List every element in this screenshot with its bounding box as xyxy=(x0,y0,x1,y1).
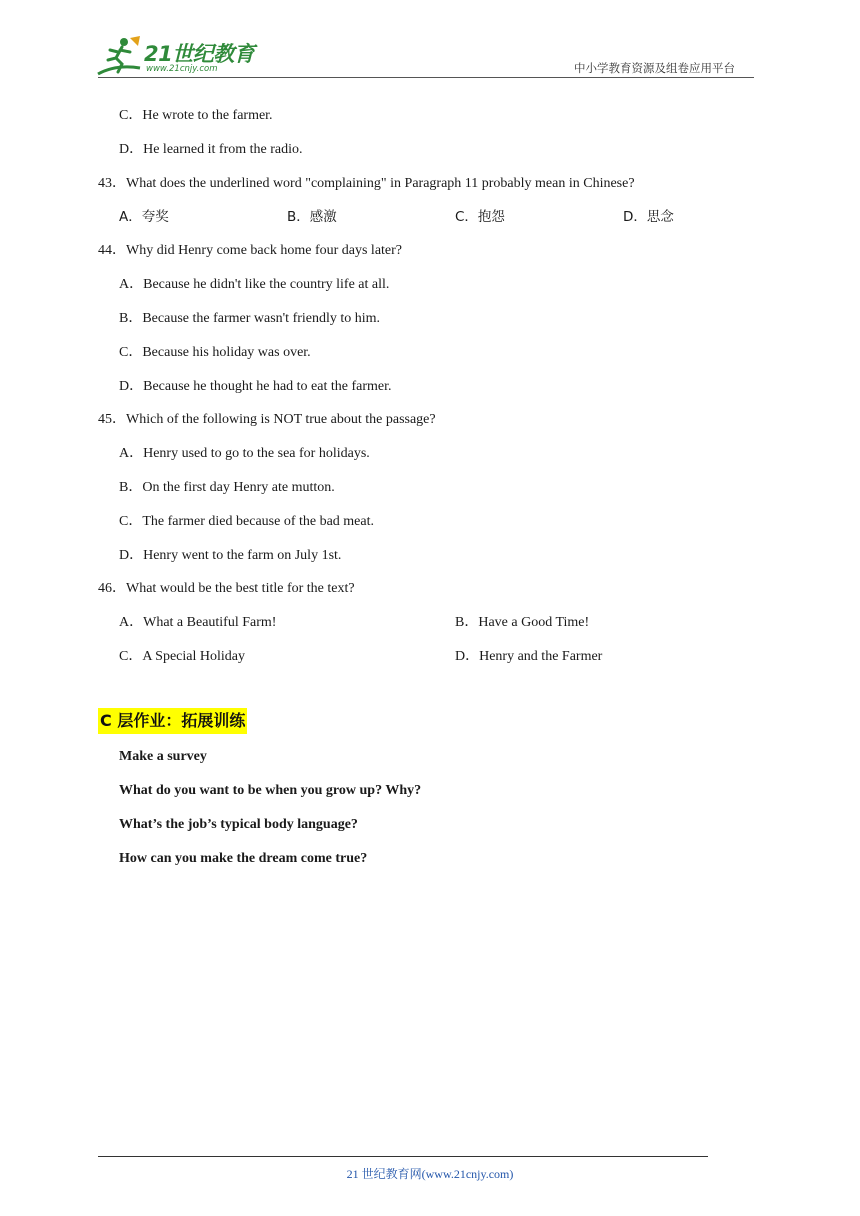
q44-option-a: A．Because he didn't like the country life at all. xyxy=(119,277,390,292)
q45-option-a: A．Henry used to go to the sea for holidays. xyxy=(119,446,370,461)
q45-option-c: C．The farmer died because of the bad meat. xyxy=(119,514,375,529)
section-c-heading: C 层作业：拓展训练 xyxy=(98,708,247,734)
q43-option-b: B．感激 xyxy=(287,209,337,225)
q44-option-c: C．Because his holiday was over. xyxy=(119,345,311,360)
logo-subtext: www.21cnjy.com xyxy=(146,64,218,74)
q43-option-d: D．思念 xyxy=(623,209,674,225)
logo-text: 21世纪教育 xyxy=(144,42,255,66)
q44-option-b: B．Because the farmer wasn't friendly to him. xyxy=(119,311,381,326)
q46-option-d: D．Henry and the Farmer xyxy=(455,649,603,664)
survey-line-4: How can you make the dream come true? xyxy=(119,851,368,866)
site-logo xyxy=(96,34,266,78)
q42-option-c: C．He wrote to the farmer. xyxy=(119,108,273,123)
q45-question: 45．Which of the following is NOT true about the passage? xyxy=(98,412,436,427)
q46-question: 46．What would be the best title for the text? xyxy=(98,581,355,596)
footer-link[interactable]: 21 世纪教育网(www.21cnjy.com) xyxy=(346,1167,514,1181)
q46-option-b: B．Have a Good Time! xyxy=(455,615,590,630)
survey-line-1: Make a survey xyxy=(119,749,207,764)
q46-option-c: C．A Special Holiday xyxy=(119,649,245,664)
header-divider xyxy=(98,77,754,78)
q45-option-b: B．On the first day Henry ate mutton. xyxy=(119,480,335,495)
q44-option-d: D．Because he thought he had to eat the farmer. xyxy=(119,379,392,394)
q44-question: 44．Why did Henry come back home four days later? xyxy=(98,243,403,258)
survey-line-3: What’s the job’s typical body language? xyxy=(119,817,358,832)
survey-line-2: What do you want to be when you grow up? Why? xyxy=(119,783,422,798)
running-person-icon xyxy=(96,34,146,78)
q46-option-a: A．What a Beautiful Farm! xyxy=(119,615,277,630)
q43-option-c: C．抱怨 xyxy=(455,209,505,225)
q42-option-d: D．He learned it from the radio. xyxy=(119,142,303,157)
q43-question: 43．What does the underlined word "complaining" in Paragraph 11 probably mean in Chinese? xyxy=(98,176,635,191)
q45-option-d: D．Henry went to the farm on July 1st. xyxy=(119,548,342,563)
footer-divider xyxy=(98,1156,708,1157)
header-platform-name: 中小学教育资源及组卷应用平台 xyxy=(574,61,735,75)
q43-option-a: A．夸奖 xyxy=(119,209,169,225)
